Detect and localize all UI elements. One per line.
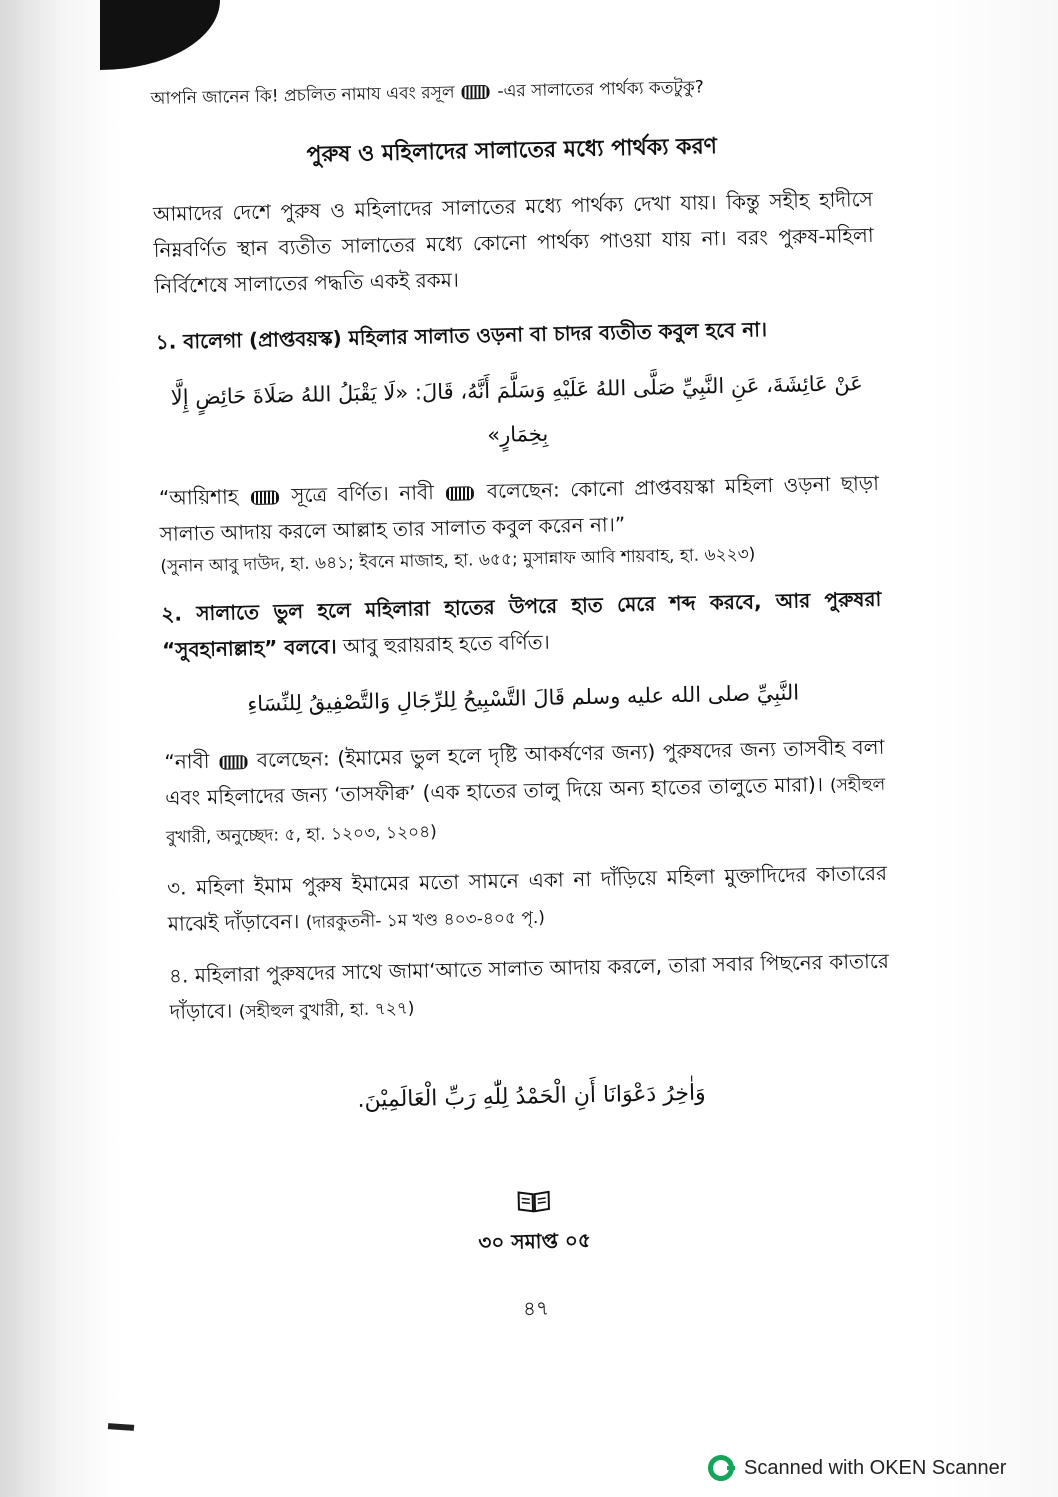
saw-seal-icon [462,85,490,100]
point-2-translation: “নাবী বলেছেন: (ইমামের ভুল হলে দৃষ্টি আকর্ষণের জন্য) পুরুষদের জন্য তাসবীহ বলা এবং মহিলাদের জন্য ‘তাসফীক্ব’ (এক হাতের তালু দিয়ে অন্য হাতের তালুতে মারা)। (সহীহুল বুখারী, অনুচ্ছেদ: ৫, হা. ১২০৩, ১২০৪) [164,734,886,848]
book-icon [517,1189,551,1214]
scanner-watermark [708,1450,1048,1486]
end-mark: ৩০ সমাপ্ত ০৫ [478,1228,592,1255]
point-1-reference: (সুনান আবু দাউদ, হা. ৬৪১; ইবনে মাজাহ, হা. ৬৫৫; মুসান্নাফ আবি শায়বাহ, হা. ৬২২৩) [160,544,756,577]
running-header: আপনি জানেন কি! প্রচলিত নামায এবং রসূল -এর সালাতের পার্থক্য কতটুকু? [150,77,704,109]
point-2-arabic: النَّبِيِّ صلى الله عليه وسلم قَالَ التَّسْبِيحُ لِلرِّجَالِ وَالتَّصْفِيقُ لِلنِّسَاءِ [247,680,800,717]
intro-paragraph: আমাদের দেশে পুরুষ ও মহিলাদের সালাতের মধ্যে পার্থক্য দেখা যায়। কিন্তু সহীহ হাদীসে নিম্নবর্ণিত স্থান ব্যতীত সালাতের মধ্যে কোনো পার্থক্য পাওয়া যায় না। বরং পুরুষ-মহিলা নির্বিশেষে সালাতের পদ্ধতি একই রকম। [152,186,874,298]
scanner-logo-icon [708,1455,734,1481]
point-1-heading: ১. বালেগা (প্রাপ্তবয়স্ক) মহিলার সালাত ওড়না বা চাদর ব্যতীত কবুল হবে না। [155,317,768,354]
point-4-text: ৪. মহিলারা পুরুষদের সাথে জামা‘আতে সালাত আদায় করলে, তারা সবার পিছনের কাতারে দাঁড়াবে। (সহীহুল বুখারী, হা. ৭২৭) [168,948,890,1024]
radhiyallahu-seal-icon [251,490,279,505]
saw-seal-icon [446,486,474,501]
page-content [150,55,896,1335]
point-2-heading: ২. সালাতে ভুল হলে মহিলারা হাতের উপরে হাত মেরে শব্দ করবে, আর পুরুষরা “সুবহানাল্লাহ” বলবে। আবু হুরায়রাহ হতে বর্ণিত। [161,586,882,662]
section-title: পুরুষ ও মহিলাদের সালাতের মধ্যে পার্থক্য করণ [306,134,718,168]
point-3-reference: (দারকুতনী- ১ম খণ্ড ৪০৩-৪০৫ পৃ.) [305,907,546,933]
point-4-reference: (সহীহুল বুখারী, হা. ৭২৭) [238,998,415,1023]
closing-arabic: وَاٰخِرُ دَعْوَانَا أَنِ الْحَمْدُ لِلّٰهِ رَبِّ الْعَالَمِيْنَ. [357,1080,706,1113]
point-2-reference: (সহীহুল বুখারী, অনুচ্ছেদ: ৫, হা. ১২০৩, ১২০৪) [165,774,886,848]
point-1-translation: “আয়িশাহ সূত্রে বর্ণিত। নাবী বলেছেন: কোনো প্রাপ্তবয়স্কা মহিলা ওড়না ছাড়া সালাত আদায় করলে আল্লাহ তার সালাত কবুল করেন না।” [158,470,880,546]
scanner-label: Scanned with OKEN Scanner [744,1456,1007,1479]
page-number: ৪৭ [522,1295,550,1321]
saw-seal-icon [219,755,247,770]
point-1-arabic: عَنْ عَائِشَةَ، عَنِ النَّبِيِّ صَلَّى اللهُ عَلَيْهِ وَسَلَّمَ أَنَّهُ، قَالَ: «لَا يَقْبَلُ اللهُ صَلَاةَ حَائِضٍ إِلَّا بِخِمَارٍ» [170,371,864,448]
point-3-text: ৩. মহিলা ইমাম পুরুষ ইমামের মতো সামনে একা না দাঁড়িয়ে মহিলা মুক্তাদিদের কাতারের মাঝেই দাঁড়াবেন। (দারকুতনী- ১ম খণ্ড ৪০৩-৪০৫ পৃ.) [166,860,888,936]
